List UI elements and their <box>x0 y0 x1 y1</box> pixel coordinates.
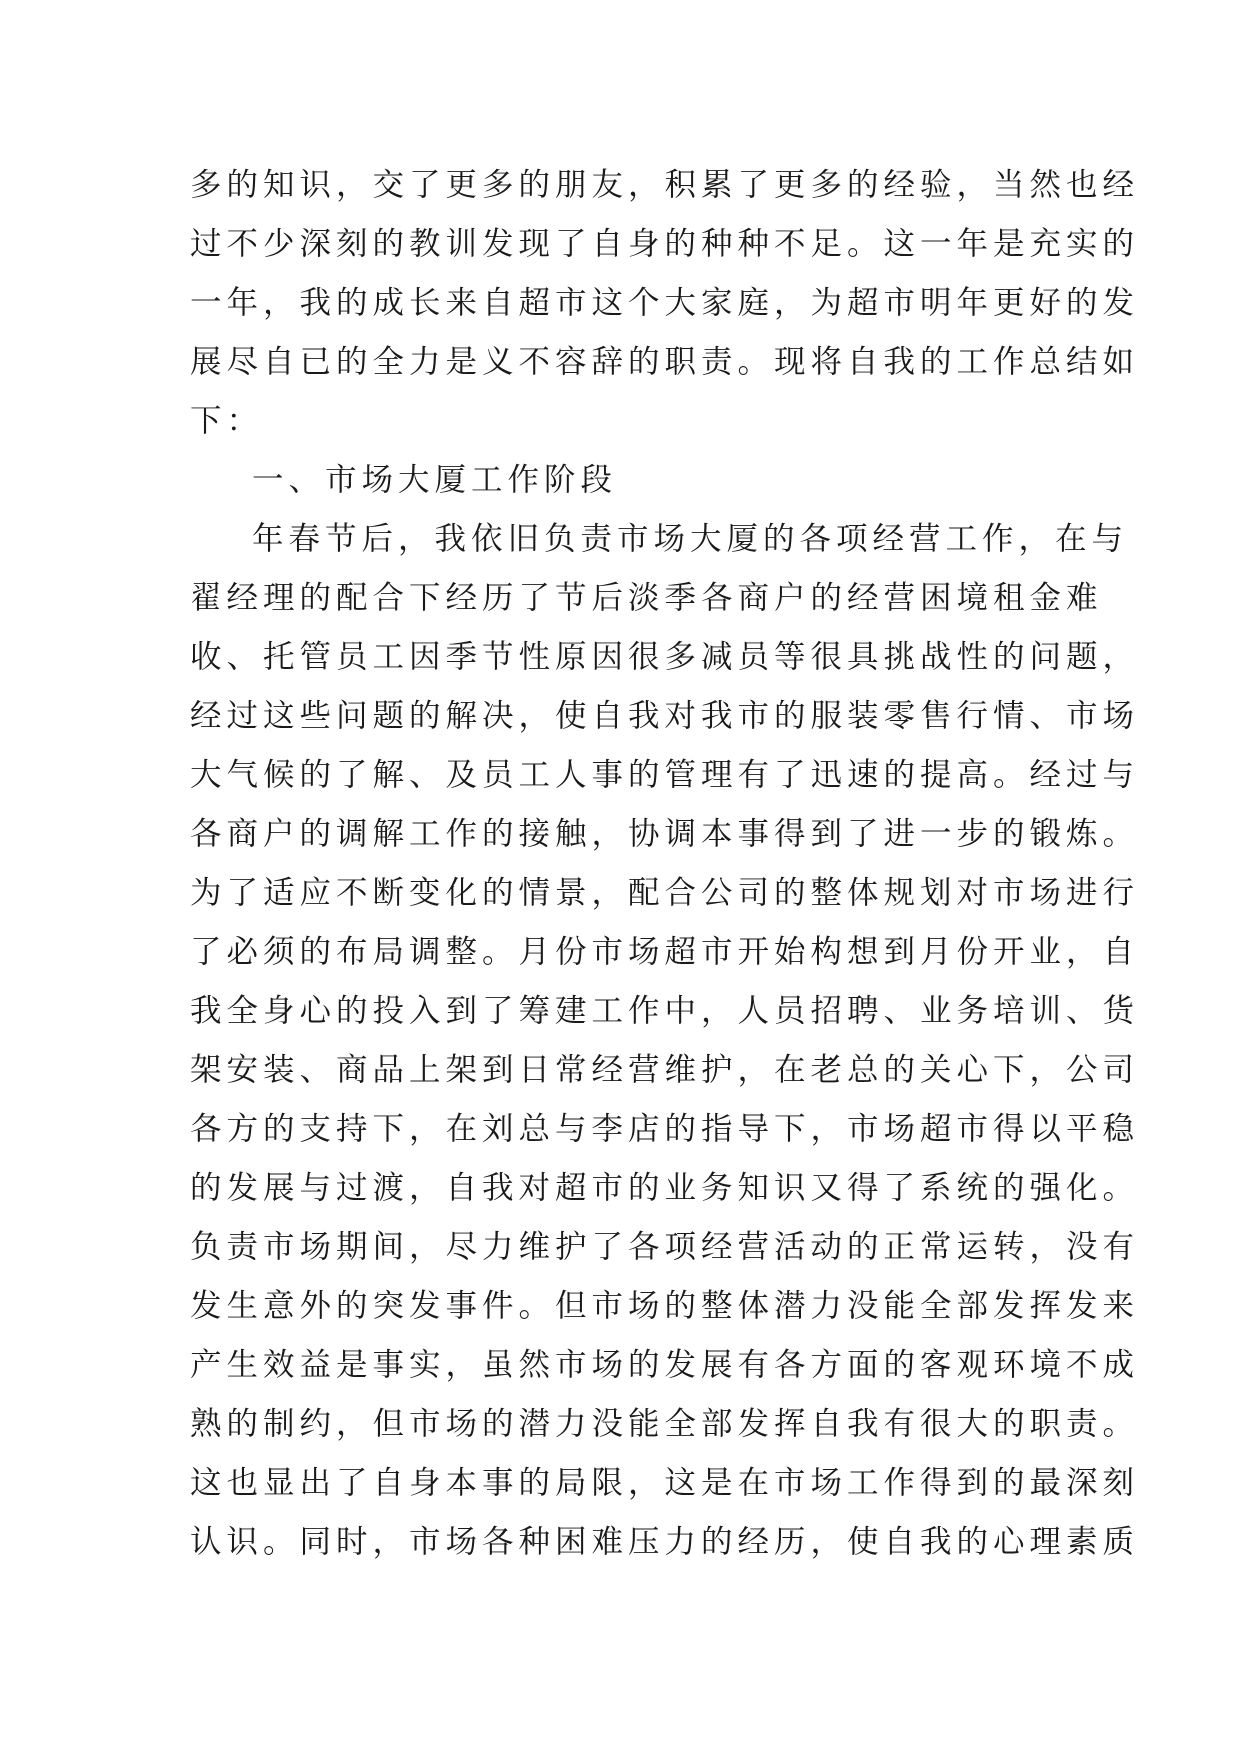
text-line: 展尽自已的全力是义不容辞的职责。现将自我的工作总结如 <box>190 344 1140 380</box>
paragraph-first-line: 年春节后，我依旧负责市场大厦的各项经营工作，在与 <box>252 521 1129 557</box>
text-line: 多的知识，交了更多的朋友，积累了更多的经验，当然也经 <box>190 167 1140 203</box>
paragraph-line: 认识。同时，市场各种困难压力的经历，使自我的心理素质 <box>190 1524 1140 1560</box>
paragraph-line: 负责市场期间，尽力维护了各项经营活动的正常运转，没有 <box>190 1229 1140 1265</box>
paragraph-line: 我全身心的投入到了筹建工作中，人员招聘、业务培训、货 <box>190 993 1140 1029</box>
paragraph-line: 大气候的了解、及员工人事的管理有了迅速的提高。经过与 <box>190 757 1140 793</box>
paragraph-line: 熟的制约，但市场的潜力没能全部发挥自我有很大的职责。 <box>190 1406 1140 1442</box>
paragraph-line: 这也显出了自身本事的局限，这是在市场工作得到的最深刻 <box>190 1465 1140 1501</box>
paragraph-line: 经过这些问题的解决，使自我对我市的服装零售行情、市场 <box>190 698 1140 734</box>
text-line: 过不少深刻的教训发现了自身的种种不足。这一年是充实的 <box>190 226 1140 262</box>
text-line: 一年，我的成长来自超市这个大家庭，为超市明年更好的发 <box>190 285 1140 321</box>
text-line: 下： <box>190 403 264 439</box>
paragraph-line: 架安装、商品上架到日常经营维护，在老总的关心下，公司 <box>190 1052 1140 1088</box>
paragraph-line: 为了适应不断变化的情景，配合公司的整体规划对市场进行 <box>190 875 1140 911</box>
paragraph-line: 收、托管员工因季节性原因很多减员等很具挑战性的问题， <box>190 639 1140 675</box>
document-body <box>190 156 1140 1572</box>
paragraph-line: 发生意外的突发事件。但市场的整体潜力没能全部发挥发来 <box>190 1288 1140 1324</box>
paragraph-line: 的发展与过渡，自我对超市的业务知识又得了系统的强化。 <box>190 1170 1140 1206</box>
paragraph-line: 产生效益是事实，虽然市场的发展有各方面的客观环境不成 <box>190 1347 1140 1383</box>
paragraph-line: 翟经理的配合下经历了节后淡季各商户的经营困境租金难 <box>190 580 1103 616</box>
paragraph-line: 各方的支持下，在刘总与李店的指导下，市场超市得以平稳 <box>190 1111 1140 1147</box>
section-heading: 一、市场大厦工作阶段 <box>252 462 618 498</box>
paragraph-line: 各商户的调解工作的接触，协调本事得到了进一步的锻炼。 <box>190 816 1140 852</box>
paragraph-line: 了必须的布局调整。月份市场超市开始构想到月份开业，自 <box>190 934 1140 970</box>
